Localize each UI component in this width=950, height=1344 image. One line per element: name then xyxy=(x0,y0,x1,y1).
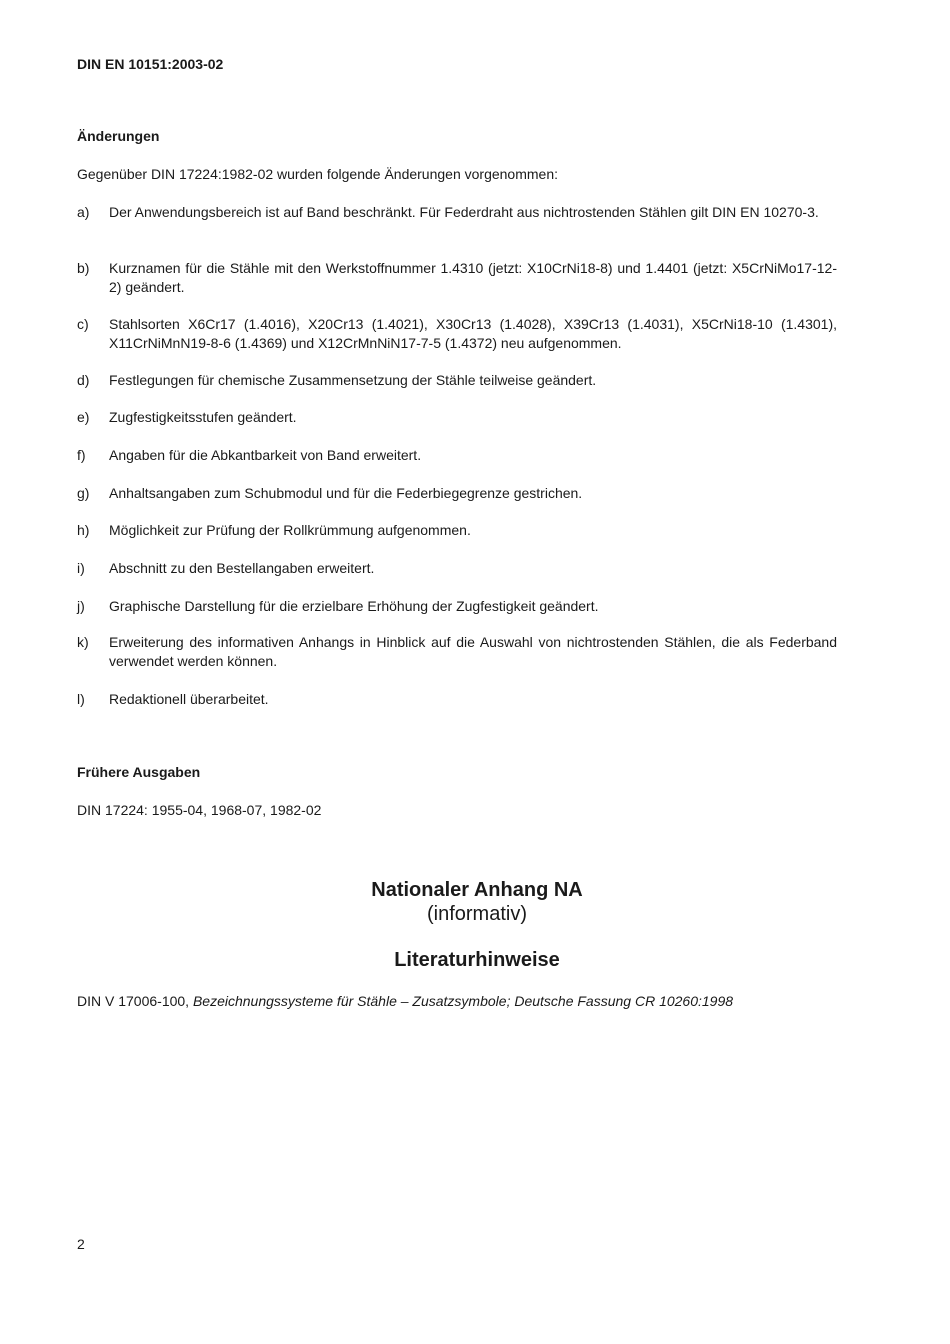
list-item xyxy=(77,690,837,709)
list-item xyxy=(77,315,837,353)
list-marker: h) xyxy=(77,522,90,538)
list-marker: d) xyxy=(77,372,90,388)
list-marker: b) xyxy=(77,260,90,276)
list-marker: k) xyxy=(77,634,89,650)
changes-heading: Änderungen xyxy=(77,128,160,144)
list-item xyxy=(77,259,837,297)
list-marker: i) xyxy=(77,560,85,576)
annex-title: Nationaler Anhang NA xyxy=(371,879,583,901)
list-item xyxy=(77,633,837,671)
list-item xyxy=(77,597,837,616)
list-marker: e) xyxy=(77,409,90,425)
annex-subtitle: (informativ) xyxy=(426,903,527,925)
literature-heading: Literaturhinweise xyxy=(394,949,560,971)
list-marker: a) xyxy=(77,204,90,220)
list-item xyxy=(77,521,837,540)
list-text: Anhaltsangaben zum Schubmodul und für die Federbiegegrenze gestrichen. xyxy=(109,485,583,501)
list-text: Graphische Darstellung für die erzielbare Erhöhung der Zugfestigkeit geändert. xyxy=(109,598,599,614)
reference-id: DIN V 17006-100, xyxy=(77,993,193,1009)
list-text: Der Anwendungsbereich ist auf Band beschränkt. Für Federdraht aus nichtrostenden Stählen gilt DIN EN 10270-3. xyxy=(109,204,819,220)
list-item xyxy=(77,484,837,503)
changes-intro: Gegenüber DIN 17224:1982-02 wurden folgende Änderungen vorgenommen: xyxy=(77,166,559,182)
list-marker: g) xyxy=(77,485,90,501)
list-text: Kurznamen für die Stähle mit den Werkstoffnummer 1.4310 (jetzt: X10CrNi18-8) und 1.4401 (jetzt: X5CrNiMo17-12-2) geändert. xyxy=(109,260,837,295)
earlier-editions-text: DIN 17224: 1955-04, 1968-07, 1982-02 xyxy=(77,802,322,818)
page-number: 2 xyxy=(77,1236,85,1252)
list-text: Möglichkeit zur Prüfung der Rollkrümmung aufgenommen. xyxy=(109,522,471,538)
list-item xyxy=(77,559,837,578)
earlier-editions-heading: Frühere Ausgaben xyxy=(77,764,201,780)
literature-block xyxy=(77,948,877,972)
reference-title: Bezeichnungssysteme für Stähle – Zusatzsymbole; Deutsche Fassung CR 10260:1998 xyxy=(192,993,734,1009)
list-marker: j) xyxy=(77,598,85,614)
list-text: Erweiterung des informativen Anhangs in Hinblick auf die Auswahl von nichtrostenden Stählen, die als Federband verwendet werden können. xyxy=(109,634,837,669)
page-header: DIN EN 10151:2003-02 xyxy=(77,56,224,72)
list-marker: l) xyxy=(77,691,85,707)
list-marker: f) xyxy=(77,447,86,463)
list-text: Redaktionell überarbeitet. xyxy=(109,691,269,707)
list-item xyxy=(77,203,837,222)
list-marker: c) xyxy=(77,316,89,332)
list-item xyxy=(77,408,837,427)
list-text: Stahlsorten X6Cr17 (1.4016), X20Cr13 (1.4021), X30Cr13 (1.4028), X39Cr13 (1.4031), X5CrNi18-10 (1.4301), X11CrNiMnN19-8-6 (1.4369) und X12CrMnNiN17-7-5 (1.4372) neu aufgenommen. xyxy=(109,316,837,351)
national-annex xyxy=(77,878,877,926)
list-text: Abschnitt zu den Bestellangaben erweitert. xyxy=(109,560,375,576)
list-text: Angaben für die Abkantbarkeit von Band erweitert. xyxy=(109,447,422,463)
list-item xyxy=(77,446,837,465)
list-item xyxy=(77,371,837,390)
literature-reference xyxy=(77,992,733,1011)
list-text: Festlegungen für chemische Zusammensetzung der Stähle teilweise geändert. xyxy=(109,372,597,388)
list-text: Zugfestigkeitsstufen geändert. xyxy=(109,409,297,425)
